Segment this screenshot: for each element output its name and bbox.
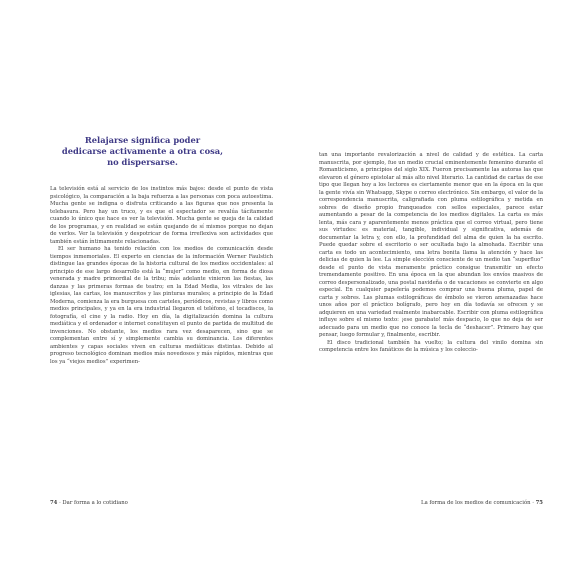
page-number: 75 [535,500,543,506]
paragraph: La televisión está al servicio de los instintos más bajos: desde el punto de vista psicológico, la comparación a la baja refuerza a las personas con poca autoestima. Mucha gente se indigna o disfruta criticando a las figuras que nos presenta la telebasura. Pero hay un truco, y es que el espectador se revalúa tácitamente cuando lo único que hace es ver la televisión. Mucha gente se queja de la calidad de los programas, y en realidad se están quejando de sí mismos porque no dejan de verlos. Ver la televisión y despotricar de forma irreflexiva son actividades que también están íntimamente relacionadas. [50,186,273,245]
paragraph: El ser humano ha tenido relación con los medios de comunicación desde tiempos inmemoriales. El experto en ciencias de la información Werner Faulstich distingue las grandes épocas de la historia cultural de los medios occidentales: al principio de ese largo desarrollo está la “mujer” como medio, en forma de diosa venerada y madre primordial de la tribu; más adelante vinieron las fiestas, las danzas y las primeras formas de teatro; en la Edad Media, los vitrales de las iglesias, las cartas, los manuscritos y las pinturas murales; a principio de la Edad Moderna, comienza la era burguesa con carteles, periódicos, revistas y libros como medios principales, y ya en la era industrial llegaron el teléfono, el tocadiscos, la fotografía, el cine y la radio. Hoy en día, la digitalización domina la cultura mediática y el ordenador e internet constituyen el punto de partida de multitud de invenciones. No obstante, los medios rara vez desaparecen, sino que se complementan entre sí y simplemente cambia su dominancia. Los diferentes ambientes y capas sociales viven en culturas mediáticas distintas. Debido al progreso tecnológico dominan medios más novedosos y más rápidos, mientras que los ya “viejos medios” experimen- [50,246,273,365]
left-body-text [50,186,273,366]
left-footer [50,500,128,507]
running-footer-title: · Dar forma a lo cotidiano [59,500,128,506]
pull-quote [0,135,285,168]
paragraph: tan una importante revalorización a nivel de calidad y de estética. La carta manuscrita, por ejemplo, fue un medio crucial eminentemente femenino durante el Romanticismo, a principios del siglo XIX. Fueron precisamente las autoras las que elevaron el género epistolar al más alto nivel literario. La cantidad de cartas de ese tipo que llegan hoy a los lectores es ciertamente menor que en la época en la que la gente vivía sin Whatsapp, Skype o correo electrónico. Sin embargo, el valor de la correspondencia manuscrita, caligrafiada con pluma estilográfica y metida en sobres de diseño propio franqueados con sellos especiales, parece estar aumentando a pesar de la competencia de los medios digitales. La carta es más lenta, más cara y aparentemente menos práctica que el correo virtual, pero tiene sus virtudes: es material, tangible, individual y significativa, además de documentar la letra y, con ello, la profundidad del alma de quien la ha escrito. Puede quedar sobre el escritorio o ser ocultada bajo la almohada. Escribir una carta es todo un acontecimiento, una letra bonita llama la atención y hace las delicias de quien la lee. La simple elección consciente de un medio tan “superfluo” desde el punto de vista meramente práctico consigue transmitir un efecto tremendamente positivo. En una época en la que abundan los envíos masivos de correo despersonalizado, una postal navideña o de vacaciones se convierte en algo especial. En cualquier papelería podemos comprar una buena pluma, papel de carta y sobres. Las plumas estilográficas de émbolo se vieron amenazadas hace unos años por el práctico bolígrafo, pero hoy en día todavía se ofrecen y se adquieren en una variedad realmente inabarcable. Escribir con pluma estilográfica influye sobre el mismo texto: ¡ese garabato! más despacio, lo que no deja de ser adecuado para un medio que no conoce la tecla de “deshacer”. Primero hay que pensar, luego formular y, finalmente, escribir. [319,152,543,338]
pull-quote-line: no dispersarse. [107,157,178,167]
pull-quote-line: Relajarse significa poder [84,135,201,145]
pull-quote-line: dedicarse activamente a otra cosa, [61,146,224,156]
right-footer [421,500,543,507]
page-number: 74 [50,500,58,506]
paragraph: El disco tradicional también ha vuelto; la cultura del vinilo domina sin competencia entre los fanáticos de la música y los coleccio- [319,339,543,353]
right-body-text [319,152,543,355]
right-page [285,0,570,570]
running-footer-title: La forma de los medios de comunicación · [421,500,534,506]
